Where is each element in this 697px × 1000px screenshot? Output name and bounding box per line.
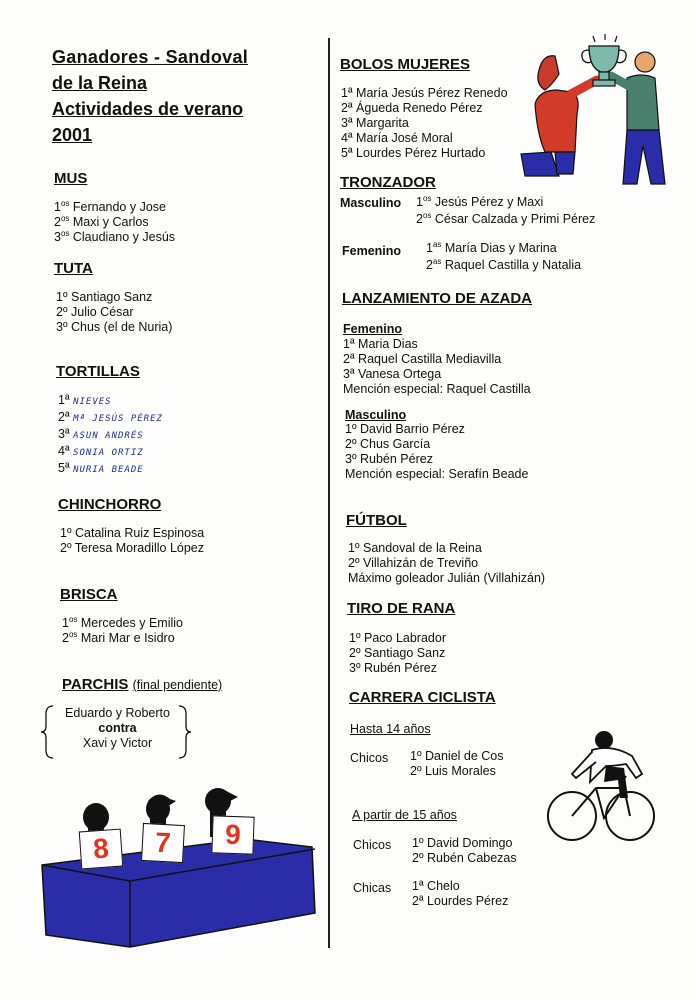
rana-heading: TIRO DE RANA: [347, 600, 456, 617]
list-item: $1^{os}$ Mercedes y Emilio: [62, 614, 183, 630]
parchis-final: [50, 706, 185, 751]
score-card: 7: [141, 823, 185, 863]
list-item: 4ª María José Moral: [341, 131, 453, 145]
tronzador-masculino-label: Masculino: [340, 196, 402, 210]
list-item: $2^{os}$ Mari Mar e Isidro: [62, 629, 175, 645]
parchis-team-1: Eduardo y Roberto: [65, 706, 170, 720]
parchis-note: (final pendiente): [132, 678, 223, 692]
score-card: 8: [79, 829, 124, 870]
azada-femenino-label: Femenino: [343, 322, 403, 336]
list-item: $2^{os}$ Maxi y Carlos: [54, 213, 149, 229]
list-item: 3ª ASUN ANDRÉS: [58, 427, 144, 441]
list-item: 2º Teresa Moradillo López: [60, 541, 205, 555]
tuta-heading: TUTA: [54, 260, 93, 277]
right-brace-icon: [176, 704, 192, 760]
chinchorro-list: [60, 526, 204, 556]
azada-masculino-list: [345, 422, 528, 482]
list-item: 3ª Margarita: [341, 116, 409, 130]
ciclista-group-1: Hasta 14 años: [350, 722, 431, 736]
title-line-2: de la Reina: [52, 73, 148, 93]
list-item: 1ª María Jesús Pérez Renedo: [341, 86, 508, 100]
list-item: $2^{as}$ Raquel Castilla y Natalia: [426, 256, 582, 272]
list-item: 2ª Lourdes Pérez: [412, 894, 509, 908]
trophy-illustration: [515, 34, 675, 190]
list-item: 2º Santiago Sanz: [349, 646, 446, 660]
tortillas-list: [58, 393, 163, 478]
list-item: 1º Sandoval de la Reina: [348, 541, 482, 555]
list-item: 3ª Vanesa Ortega: [343, 367, 442, 381]
bolos-list: [341, 86, 508, 161]
list-item: 1º David Domingo: [412, 836, 513, 850]
cyclist-illustration: [546, 726, 658, 848]
list-item: 3º Rubén Pérez: [349, 661, 437, 675]
parchis-heading: [62, 676, 222, 693]
list-item: 4ª SONIA ORTIZ: [58, 444, 144, 458]
list-item: Mención especial: Raquel Castilla: [343, 382, 531, 396]
chinchorro-heading: CHINCHORRO: [58, 496, 162, 513]
brisca-list: [62, 616, 183, 646]
tronzador-femenino-label: Femenino: [342, 244, 402, 258]
score-card: 9: [211, 815, 254, 854]
list-item: 2ª Raquel Castilla Mediavilla: [343, 352, 502, 366]
list-item: 5ª Lourdes Pérez Hurtado: [341, 146, 486, 160]
list-item: $3^{os}$ Claudiano y Jesús: [54, 228, 176, 244]
ciclista-g2-chicas-list: [412, 879, 508, 909]
list-item: 1º David Barrio Pérez: [345, 422, 465, 436]
list-item: 3º Rubén Pérez: [345, 452, 433, 466]
title-line-1: Ganadores - Sandoval: [52, 47, 249, 67]
list-item: 2ª Águeda Renedo Pérez: [341, 101, 483, 115]
ciclista-heading: CARRERA CICLISTA: [349, 689, 496, 706]
tuta-list: [56, 290, 172, 335]
list-item: 1º Paco Labrador: [349, 631, 446, 645]
list-item: $2^{os}$ César Calzada y Primi Pérez: [416, 210, 596, 226]
brisca-heading: BRISCA: [60, 586, 118, 603]
list-item: 2ª Mª JESÚS PÉREZ: [58, 410, 163, 424]
list-item: $1^{os}$ Fernando y Jose: [54, 198, 166, 214]
ciclista-group-2: A partir de 15 años: [352, 808, 457, 822]
column-divider: [328, 38, 330, 948]
list-item: $1^{os}$ Jesús Pérez y Maxi: [416, 193, 544, 209]
list-item: 2º Chus García: [345, 437, 431, 451]
futbol-list: [348, 541, 545, 586]
tronzador-femenino-list: [426, 240, 581, 274]
azada-masculino-label: Masculino: [345, 408, 407, 422]
azada-femenino-list: [343, 337, 531, 397]
parchis-contra: contra: [98, 721, 137, 735]
mus-heading: MUS: [54, 170, 88, 187]
page-title: [52, 44, 292, 148]
list-item: Mención especial: Serafín Beade: [345, 467, 529, 481]
list-item: 2º Luis Morales: [410, 764, 496, 778]
title-line-3: Actividades de verano: [52, 99, 244, 119]
list-item: 5ª NURIA BEADE: [58, 461, 144, 475]
parchis-title: PARCHIS: [62, 676, 129, 693]
ciclista-g2-chicas-label: Chicas: [353, 881, 392, 895]
list-item: 2º Julio César: [56, 305, 134, 319]
list-item: 1º Catalina Ruiz Espinosa: [60, 526, 205, 540]
list-item: 3º Chus (el de Nuria): [56, 320, 173, 334]
tronzador-masculino-list: [416, 194, 595, 228]
rana-list: [349, 631, 446, 676]
azada-heading: LANZAMIENTO DE AZADA: [342, 290, 532, 307]
list-item: $1^{as}$ María Dias y Marina: [426, 239, 557, 255]
futbol-heading: FÚTBOL: [346, 512, 407, 529]
list-item: 1ª Maria Dias: [343, 337, 418, 351]
ciclista-g2-chicos-list: [412, 836, 517, 866]
ciclista-g2-chicos-label: Chicos: [353, 838, 392, 852]
list-item: 1º Daniel de Cos: [410, 749, 504, 763]
list-item: 1º Santiago Sanz: [56, 290, 153, 304]
title-line-4: 2001: [52, 125, 93, 145]
mus-list: [54, 200, 175, 245]
list-item: 1ª Chelo: [412, 879, 460, 893]
ciclista-g1-chicos-label: Chicos: [350, 751, 389, 765]
list-item: 1ª NIEVES: [58, 393, 112, 407]
bolos-heading: BOLOS MUJERES: [340, 56, 471, 73]
list-item: Máximo goleador Julián (Villahizán): [348, 571, 546, 585]
parchis-team-2: Xavi y Victor: [82, 736, 153, 750]
list-item: 2º Villahizán de Treviño: [348, 556, 479, 570]
left-brace-icon: [40, 704, 56, 760]
tortillas-heading: TORTILLAS: [56, 363, 140, 380]
tronzador-heading: TRONZADOR: [340, 174, 436, 191]
ciclista-g1-chicos-list: [410, 749, 504, 779]
list-item: 2º Rubén Cabezas: [412, 851, 517, 865]
